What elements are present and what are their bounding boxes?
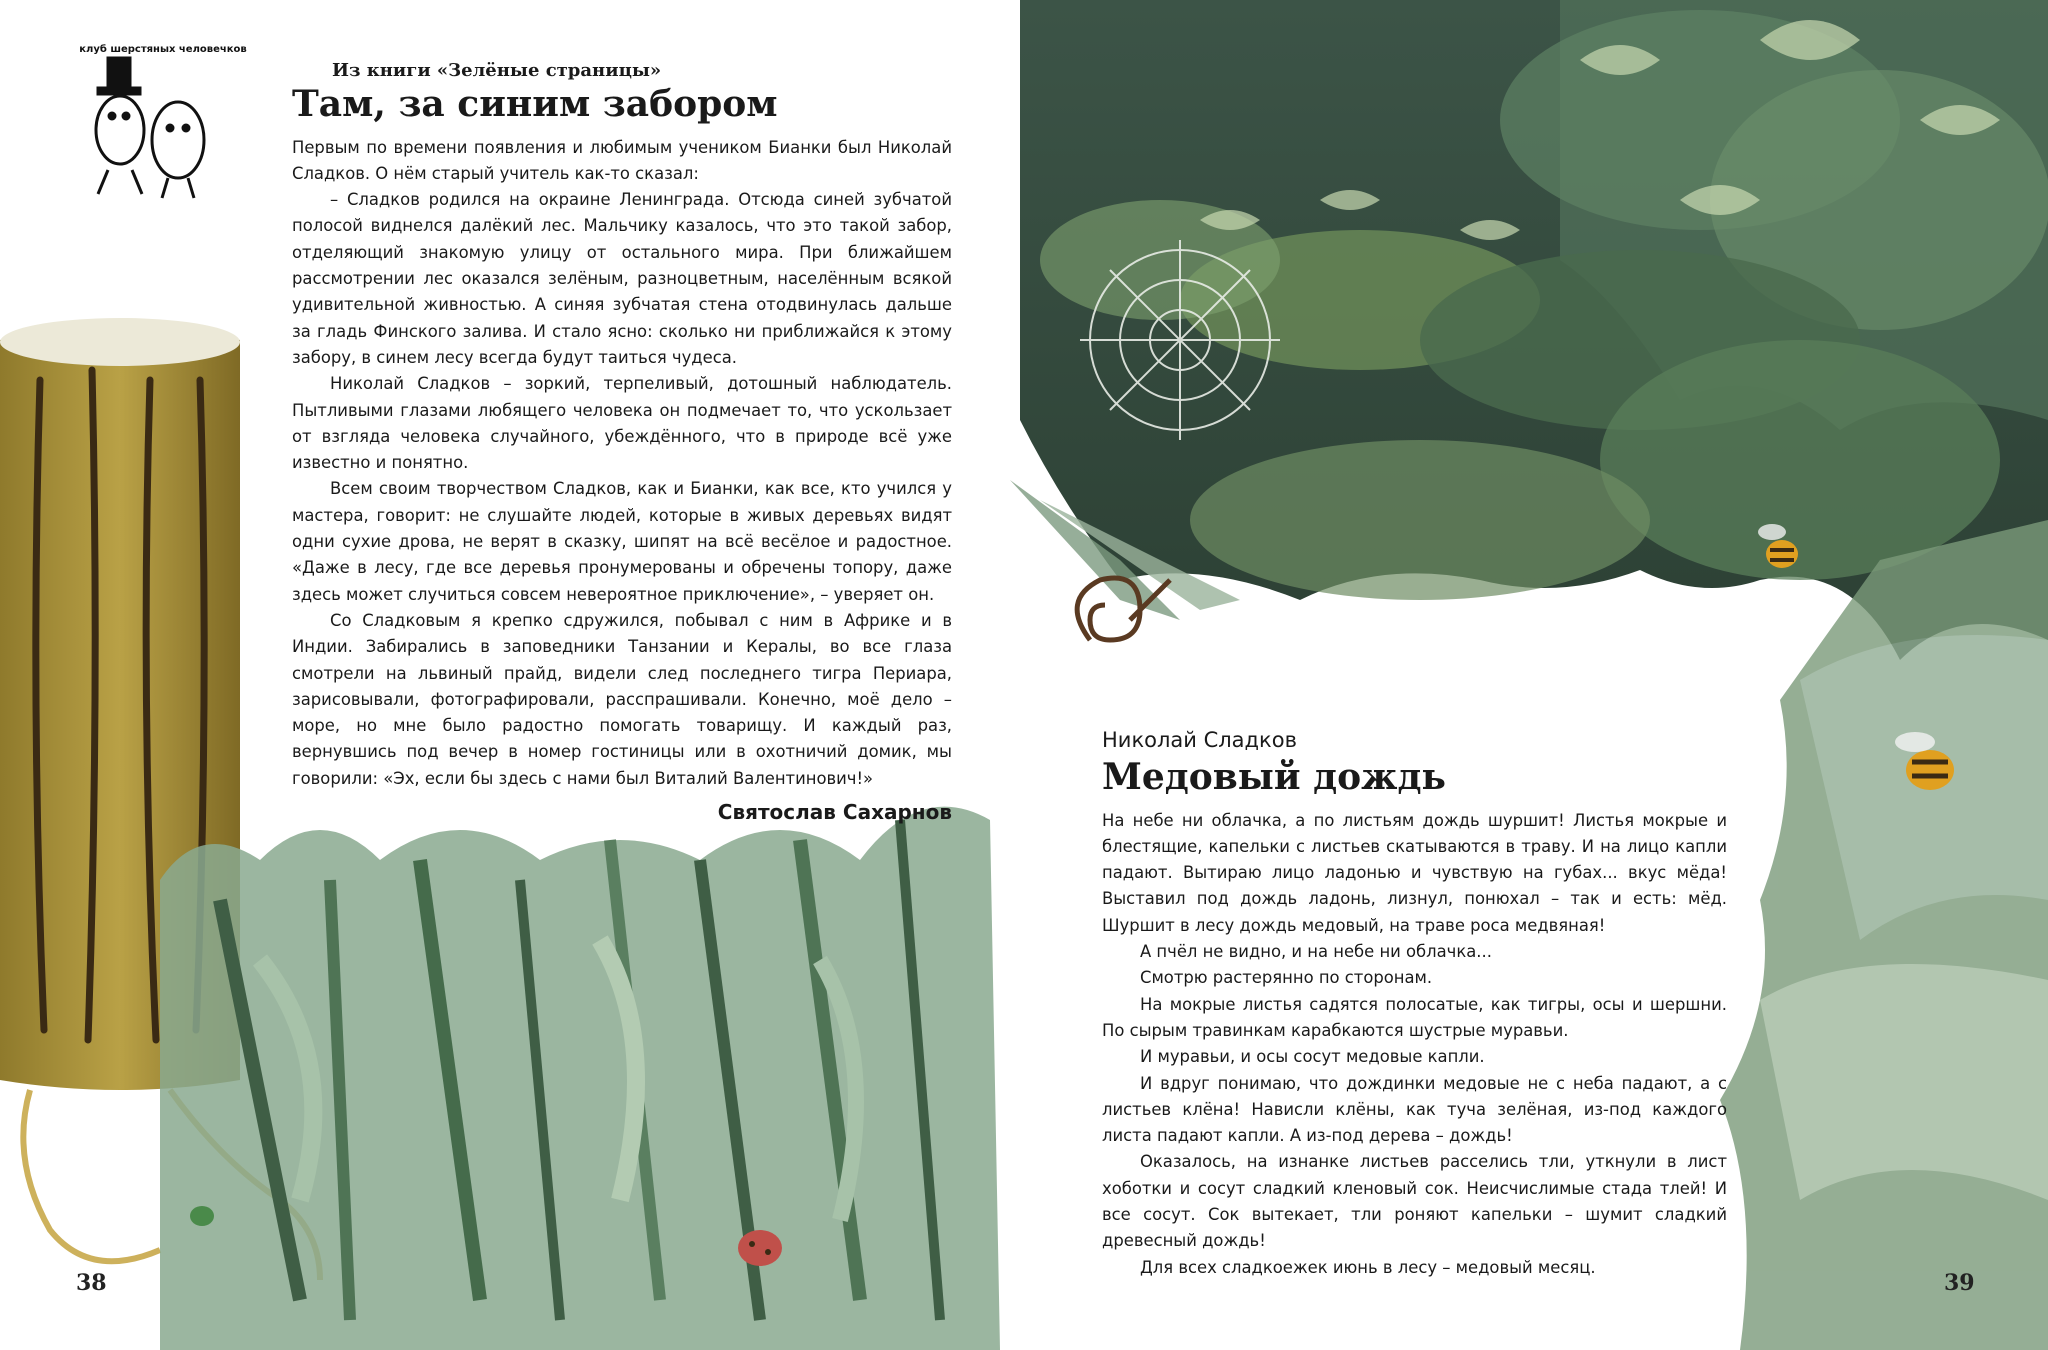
- article-paragraph: Николай Сладков – зоркий, терпеливый, дотошный наблюдатель. Пытливыми глазами любящего человека он подмечает то, что ускользает от взгляда человека случайного, убеждённого, что в природе всё уже известно и понятно.: [292, 374, 952, 473]
- book-kicker: Из книги «Зелёные страницы»: [332, 60, 662, 81]
- story-paragraph: На небе ни облачка, а по листьям дождь шуршит! Листья мокрые и блестящие, капельки с листьев скатываются в траву. И на лицо капли падают. Вытираю лицо ладонью и чувствую на губах... вкус мёда! Выставил под дождь ладонь, лизнул, понюхал – так и есть: мёд. Шуршит в лесу дождь медовый, на траве роса медвяная!: [1102, 810, 1727, 935]
- ladybug: [738, 1230, 782, 1266]
- story-paragraph: А пчёл не видно, и на небе ни облачка...: [1140, 942, 1492, 962]
- story-title: Медовый дождь: [1102, 756, 1446, 798]
- article-paragraph: Всем своим творчеством Сладков, как и Бианки, как все, кто учился у мастера, говорит: не слушайте людей, которые в живых деревьях видят одни сухие дрова, не верят в сказку, шипят на всё весёлое и радостное. «Даже в лесу, где все деревья пронумерованы и обречены топору, даже здесь может случиться совсем невероятное приключение», – уверяет он.: [292, 479, 952, 604]
- right-story: [1102, 728, 1727, 1281]
- article-signature: Святослав Сахарнов: [717, 800, 952, 825]
- page-number-left: 38: [76, 1270, 107, 1296]
- story-paragraph: И муравьи, и осы сосут медовые капли.: [1140, 1047, 1485, 1067]
- article-paragraph: Со Сладковым я крепко сдружился, побывал с ним в Африке и в Индии. Забирались в заповедники Танзании и Кералы, во все глаза смотрели на львиный прайд, видели след последнего тигра Периара, зарисовывали, фотографировали, расспрашивали. Конечно, моё дело – море, но мне было радостно помогать товарищу. И каждый раз, вернувшись под вечер в номер гостиницы или в охотничий домик, мы говорили: «Эх, если бы здесь с нами был Виталий Валентинович!»: [292, 610, 952, 788]
- page-number-right: 39: [1944, 1270, 1975, 1296]
- club-logo: [68, 40, 258, 210]
- green-beetle: [190, 1206, 214, 1226]
- article-title: Там, за синим забором: [292, 83, 778, 125]
- article-paragraph: – Сладков родился на окраине Ленинграда. Отсюда синей зубчатой полосой виднелся далёкий лес. Мальчику казалось, что это такой забор, отделяющий знакомую улицу от остального мира. При ближайшем рассмотрении лес оказался зелёным, разноцветным, населённым всякой удивительной живностью. А синяя зубчатая стена отодвинулась дальше за гладь Финского залива. И стало ясно: сколько ни приближайся к этому забору, в синем лесу всегда будут таиться чудеса.: [292, 190, 952, 367]
- story-paragraph: Смотрю растерянно по сторонам.: [1140, 968, 1433, 988]
- left-grass: [160, 807, 1000, 1350]
- logo-characters-icon: [96, 58, 204, 198]
- story-paragraph: Для всех сладкоежек июнь в лесу – медовый месяц.: [1140, 1257, 1596, 1277]
- cobweb: [1080, 240, 1280, 440]
- story-author: Николай Сладков: [1102, 728, 1297, 752]
- story-paragraph: На мокрые листья садятся полосатые, как тигры, осы и шершни. По сырым травинкам карабкаются шустрые муравьи.: [1102, 994, 1727, 1040]
- logo-text: клуб шерстяных человечков: [79, 44, 247, 55]
- article-paragraph: Первым по времени появления и любимым учеником Бианки был Николай Сладков. О нём старый учитель как-то сказал:: [292, 137, 952, 183]
- story-paragraph: И вдруг понимаю, что дождинки медовые не с неба падают, а с листьев клёна! Нависли клёны, как туча зелёная, из-под каждого листа падают капли. А из-под дерева – дождь!: [1102, 1073, 1727, 1146]
- left-article: [292, 60, 952, 824]
- story-paragraph: Оказалось, на изнанке листьев расселись тли, уткнули в лист хоботки и сосут сладкий кленовый сок. Неисчислимые стада тлей! И все сосут. Сок вытекает, тли роняют капельки – шумит сладкий древесный дождь!: [1102, 1152, 1727, 1251]
